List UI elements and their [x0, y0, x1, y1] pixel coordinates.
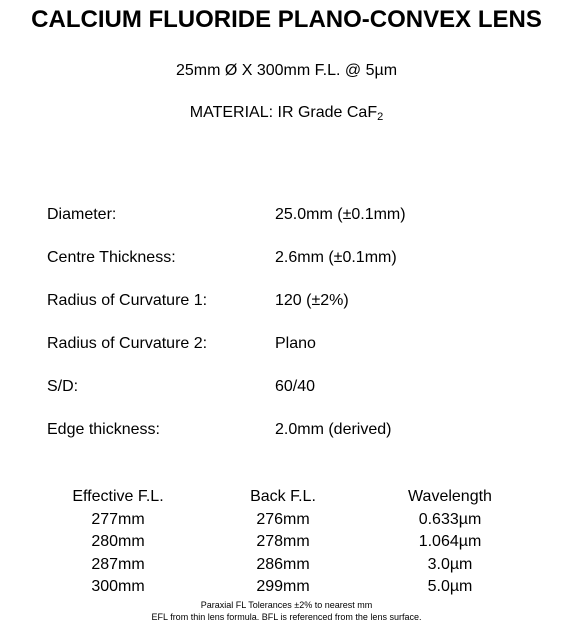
table-cell: 0.633µm: [418, 510, 482, 528]
spec-label: Radius of Curvature 2:: [47, 335, 208, 352]
table-cell: 299mm: [256, 578, 310, 595]
spec-label: Centre Thickness:: [47, 249, 176, 266]
spec-value: 120 (±2%): [275, 292, 349, 309]
material-line: [0, 104, 573, 122]
wavelength-column: [380, 486, 520, 599]
spec-value: 2.6mm (±0.1mm): [275, 249, 397, 266]
formula-note: EFL from thin lens formula. BFL is referenced from the lens surface.: [151, 612, 422, 622]
spec-value: 2.0mm (derived): [275, 421, 392, 438]
table-cell: 300mm: [91, 578, 145, 595]
lens-subtitle: 25mm Ø X 300mm F.L. @ 5µm: [175, 62, 398, 79]
table-cell: 277mm: [91, 510, 145, 528]
table-cell: 278mm: [256, 533, 310, 550]
spec-row-edge-thickness: [47, 421, 547, 464]
spec-label: Edge thickness:: [47, 421, 160, 438]
spec-row-sd: [47, 378, 547, 421]
back-fl-column: [213, 486, 353, 599]
tolerance-note: Paraxial FL Tolerances ±2% to nearest mm: [200, 600, 373, 610]
table-cell: 280mm: [91, 533, 145, 550]
spec-row-radius-1: [47, 292, 547, 335]
table-cell: 276mm: [256, 510, 310, 528]
spec-label: Diameter:: [47, 206, 117, 223]
spec-list: [47, 206, 547, 464]
spec-value: Plano: [275, 335, 316, 352]
spec-value: 25.0mm (±0.1mm): [275, 206, 406, 223]
material-subscript: 2: [377, 111, 384, 123]
material-text: MATERIAL: IR Grade CaF: [189, 104, 378, 121]
footnotes: [0, 599, 573, 623]
table-cell: 1.064µm: [418, 533, 482, 550]
spec-row-centre-thickness: [47, 249, 547, 292]
table-cell: 5.0µm: [427, 578, 473, 595]
spec-value: 60/40: [275, 378, 316, 395]
column-header: Back F.L.: [250, 488, 316, 505]
table-cell: 287mm: [91, 555, 145, 573]
table-cell: 3.0µm: [427, 555, 473, 573]
effective-fl-column: [48, 486, 188, 599]
page-title: CALCIUM FLUORIDE PLANO-CONVEX LENS: [31, 6, 542, 33]
column-header: Wavelength: [408, 488, 492, 505]
spec-label: Radius of Curvature 1:: [47, 292, 208, 309]
column-header: Effective F.L.: [72, 488, 164, 505]
table-cell: 286mm: [256, 555, 310, 573]
spec-row-diameter: [47, 206, 547, 249]
spec-row-radius-2: [47, 335, 547, 378]
spec-label: S/D:: [47, 378, 79, 395]
